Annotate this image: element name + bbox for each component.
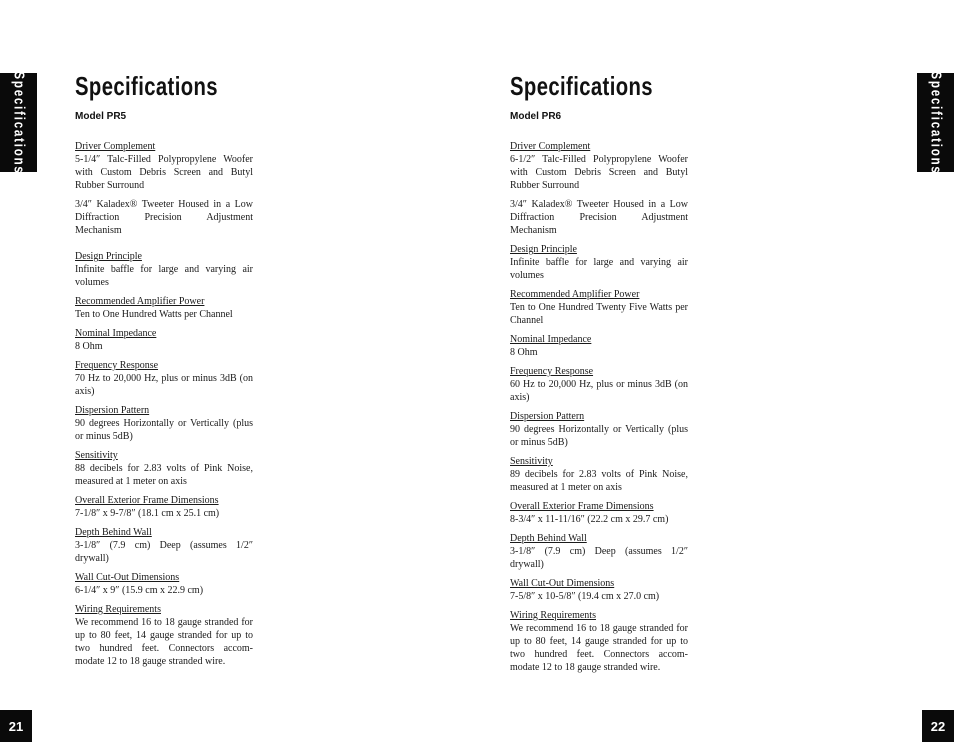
left-page-content xyxy=(75,70,253,674)
right-page-content xyxy=(510,70,688,680)
spec-section xyxy=(510,500,688,526)
spec-label: Design Principle xyxy=(75,251,142,262)
spec-section xyxy=(75,404,253,443)
spec-section xyxy=(510,288,688,327)
spec-label: Depth Behind Wall xyxy=(75,527,152,538)
page-title: Specifications xyxy=(510,71,653,101)
spec-text: We recommend 16 to 18 gauge stranded for up to 80 feet, 14 gauge stranded for up to two hundred feet. Connectors accom-modate 12 to 18 gauge stranded wire. xyxy=(75,617,253,667)
spec-label: Design Principle xyxy=(510,244,577,255)
spec-label: Nominal Impedance xyxy=(510,334,592,345)
spec-text: 6-1/4″ x 9″ (15.9 cm x 22.9 cm) xyxy=(75,585,204,596)
side-tab-left xyxy=(0,70,37,175)
spec-label: Recommended Amplifier Power xyxy=(510,289,640,300)
spec-label: Wall Cut-Out Dimensions xyxy=(75,572,180,583)
spec-text: 7-5/8″ x 10-5/8″ (19.4 cm x 27.0 cm) xyxy=(510,591,660,602)
spec-text: 5-1/4″ Talc-Filled Polypropylene Woofer with Custom Debris Screen and Butyl Rubber Surround xyxy=(75,154,253,191)
spec-label: Wiring Requirements xyxy=(510,610,596,621)
spec-section xyxy=(75,449,253,488)
spec-text: Infinite baffle for large and varying air volumes xyxy=(510,257,688,281)
spec-text: 3-1/8″ (7.9 cm) Deep (assumes 1/2″ drywall) xyxy=(510,546,688,570)
spec-label: Sensitivity xyxy=(510,456,553,467)
model-name: Model PR5 xyxy=(75,111,127,122)
spec-text: 88 decibels for 2.83 volts of Pink Noise, measured at 1 meter on axis xyxy=(75,463,253,487)
side-tab-label: Specifications xyxy=(10,70,27,175)
spec-section xyxy=(75,571,253,597)
page-title: Specifications xyxy=(75,71,218,101)
spec-section xyxy=(510,365,688,404)
spec-section xyxy=(75,526,253,565)
spec-text: 90 degrees Horizontally or Vertically (plus or minus 5dB) xyxy=(510,424,688,448)
page-number-right: 22 xyxy=(922,710,954,742)
spec-section xyxy=(510,333,688,359)
spec-text: Ten to One Hundred Twenty Five Watts per Channel xyxy=(510,302,688,326)
spec-section xyxy=(75,494,253,520)
spec-section xyxy=(510,243,688,282)
spec-label: Overall Exterior Frame Dimensions xyxy=(75,495,219,506)
spec-section xyxy=(75,603,253,668)
spec-text: 70 Hz to 20,000 Hz, plus or minus 3dB (on axis) xyxy=(75,373,253,397)
spec-text: We recommend 16 to 18 gauge stranded for up to 80 feet, 14 gauge stranded for up to two hundred feet. Connectors accom-modate 12 to 18 gauge stranded wire. xyxy=(510,623,688,673)
spec-text: 3/4″ Kaladex® Tweeter Housed in a Low Diffraction Precision Adjustment Mechanism xyxy=(75,199,253,236)
spec-label: Sensitivity xyxy=(75,450,118,461)
spec-label: Driver Complement xyxy=(510,141,591,152)
spec-section xyxy=(75,295,253,321)
spec-text: 8 Ohm xyxy=(75,341,103,352)
spec-text: Infinite baffle for large and varying air volumes xyxy=(75,264,253,288)
side-tab-right xyxy=(917,70,954,175)
spec-section xyxy=(510,140,688,237)
spec-list xyxy=(510,140,688,674)
spec-text: 8 Ohm xyxy=(510,347,538,358)
spec-section xyxy=(510,532,688,571)
spec-section xyxy=(510,455,688,494)
side-tab-label: Specifications xyxy=(927,70,944,175)
spec-section xyxy=(510,609,688,674)
spec-label: Frequency Response xyxy=(75,360,159,371)
spec-section xyxy=(75,250,253,289)
spec-label: Wall Cut-Out Dimensions xyxy=(510,578,615,589)
spec-text: 3/4″ Kaladex® Tweeter Housed in a Low Diffraction Precision Adjustment Mechanism xyxy=(510,199,688,236)
spec-text: 7-1/8″ x 9-7/8″ (18.1 cm x 25.1 cm) xyxy=(75,508,220,519)
spec-text: 89 decibels for 2.83 volts of Pink Noise, measured at 1 meter on axis xyxy=(510,469,688,493)
spec-section xyxy=(75,140,253,244)
spec-section xyxy=(75,327,253,353)
spec-text: 8-3/4″ x 11-11/16″ (22.2 cm x 29.7 cm) xyxy=(510,514,669,525)
spec-section xyxy=(75,359,253,398)
spec-label: Driver Complement xyxy=(75,141,156,152)
spec-text: 90 degrees Horizontally or Vertically (plus or minus 5dB) xyxy=(75,418,253,442)
spec-text: Ten to One Hundred Watts per Channel xyxy=(75,309,233,320)
page-number-left: 21 xyxy=(0,710,32,742)
spec-label: Overall Exterior Frame Dimensions xyxy=(510,501,654,512)
spec-text: 60 Hz to 20,000 Hz, plus or minus 3dB (on axis) xyxy=(510,379,688,403)
spec-label: Nominal Impedance xyxy=(75,328,157,339)
spec-label: Recommended Amplifier Power xyxy=(75,296,205,307)
spec-label: Frequency Response xyxy=(510,366,594,377)
model-name: Model PR6 xyxy=(510,111,562,122)
spec-text: 3-1/8″ (7.9 cm) Deep (assumes 1/2″ drywall) xyxy=(75,540,253,564)
spec-label: Dispersion Pattern xyxy=(75,405,150,416)
spec-label: Wiring Requirements xyxy=(75,604,161,615)
spec-label: Dispersion Pattern xyxy=(510,411,585,422)
spec-section xyxy=(510,410,688,449)
spec-list xyxy=(75,140,253,668)
spec-section xyxy=(510,577,688,603)
spec-label: Depth Behind Wall xyxy=(510,533,587,544)
spec-text: 6-1/2″ Talc-Filled Polypropylene Woofer with Custom Debris Screen and Butyl Rubber Surround xyxy=(510,154,688,191)
